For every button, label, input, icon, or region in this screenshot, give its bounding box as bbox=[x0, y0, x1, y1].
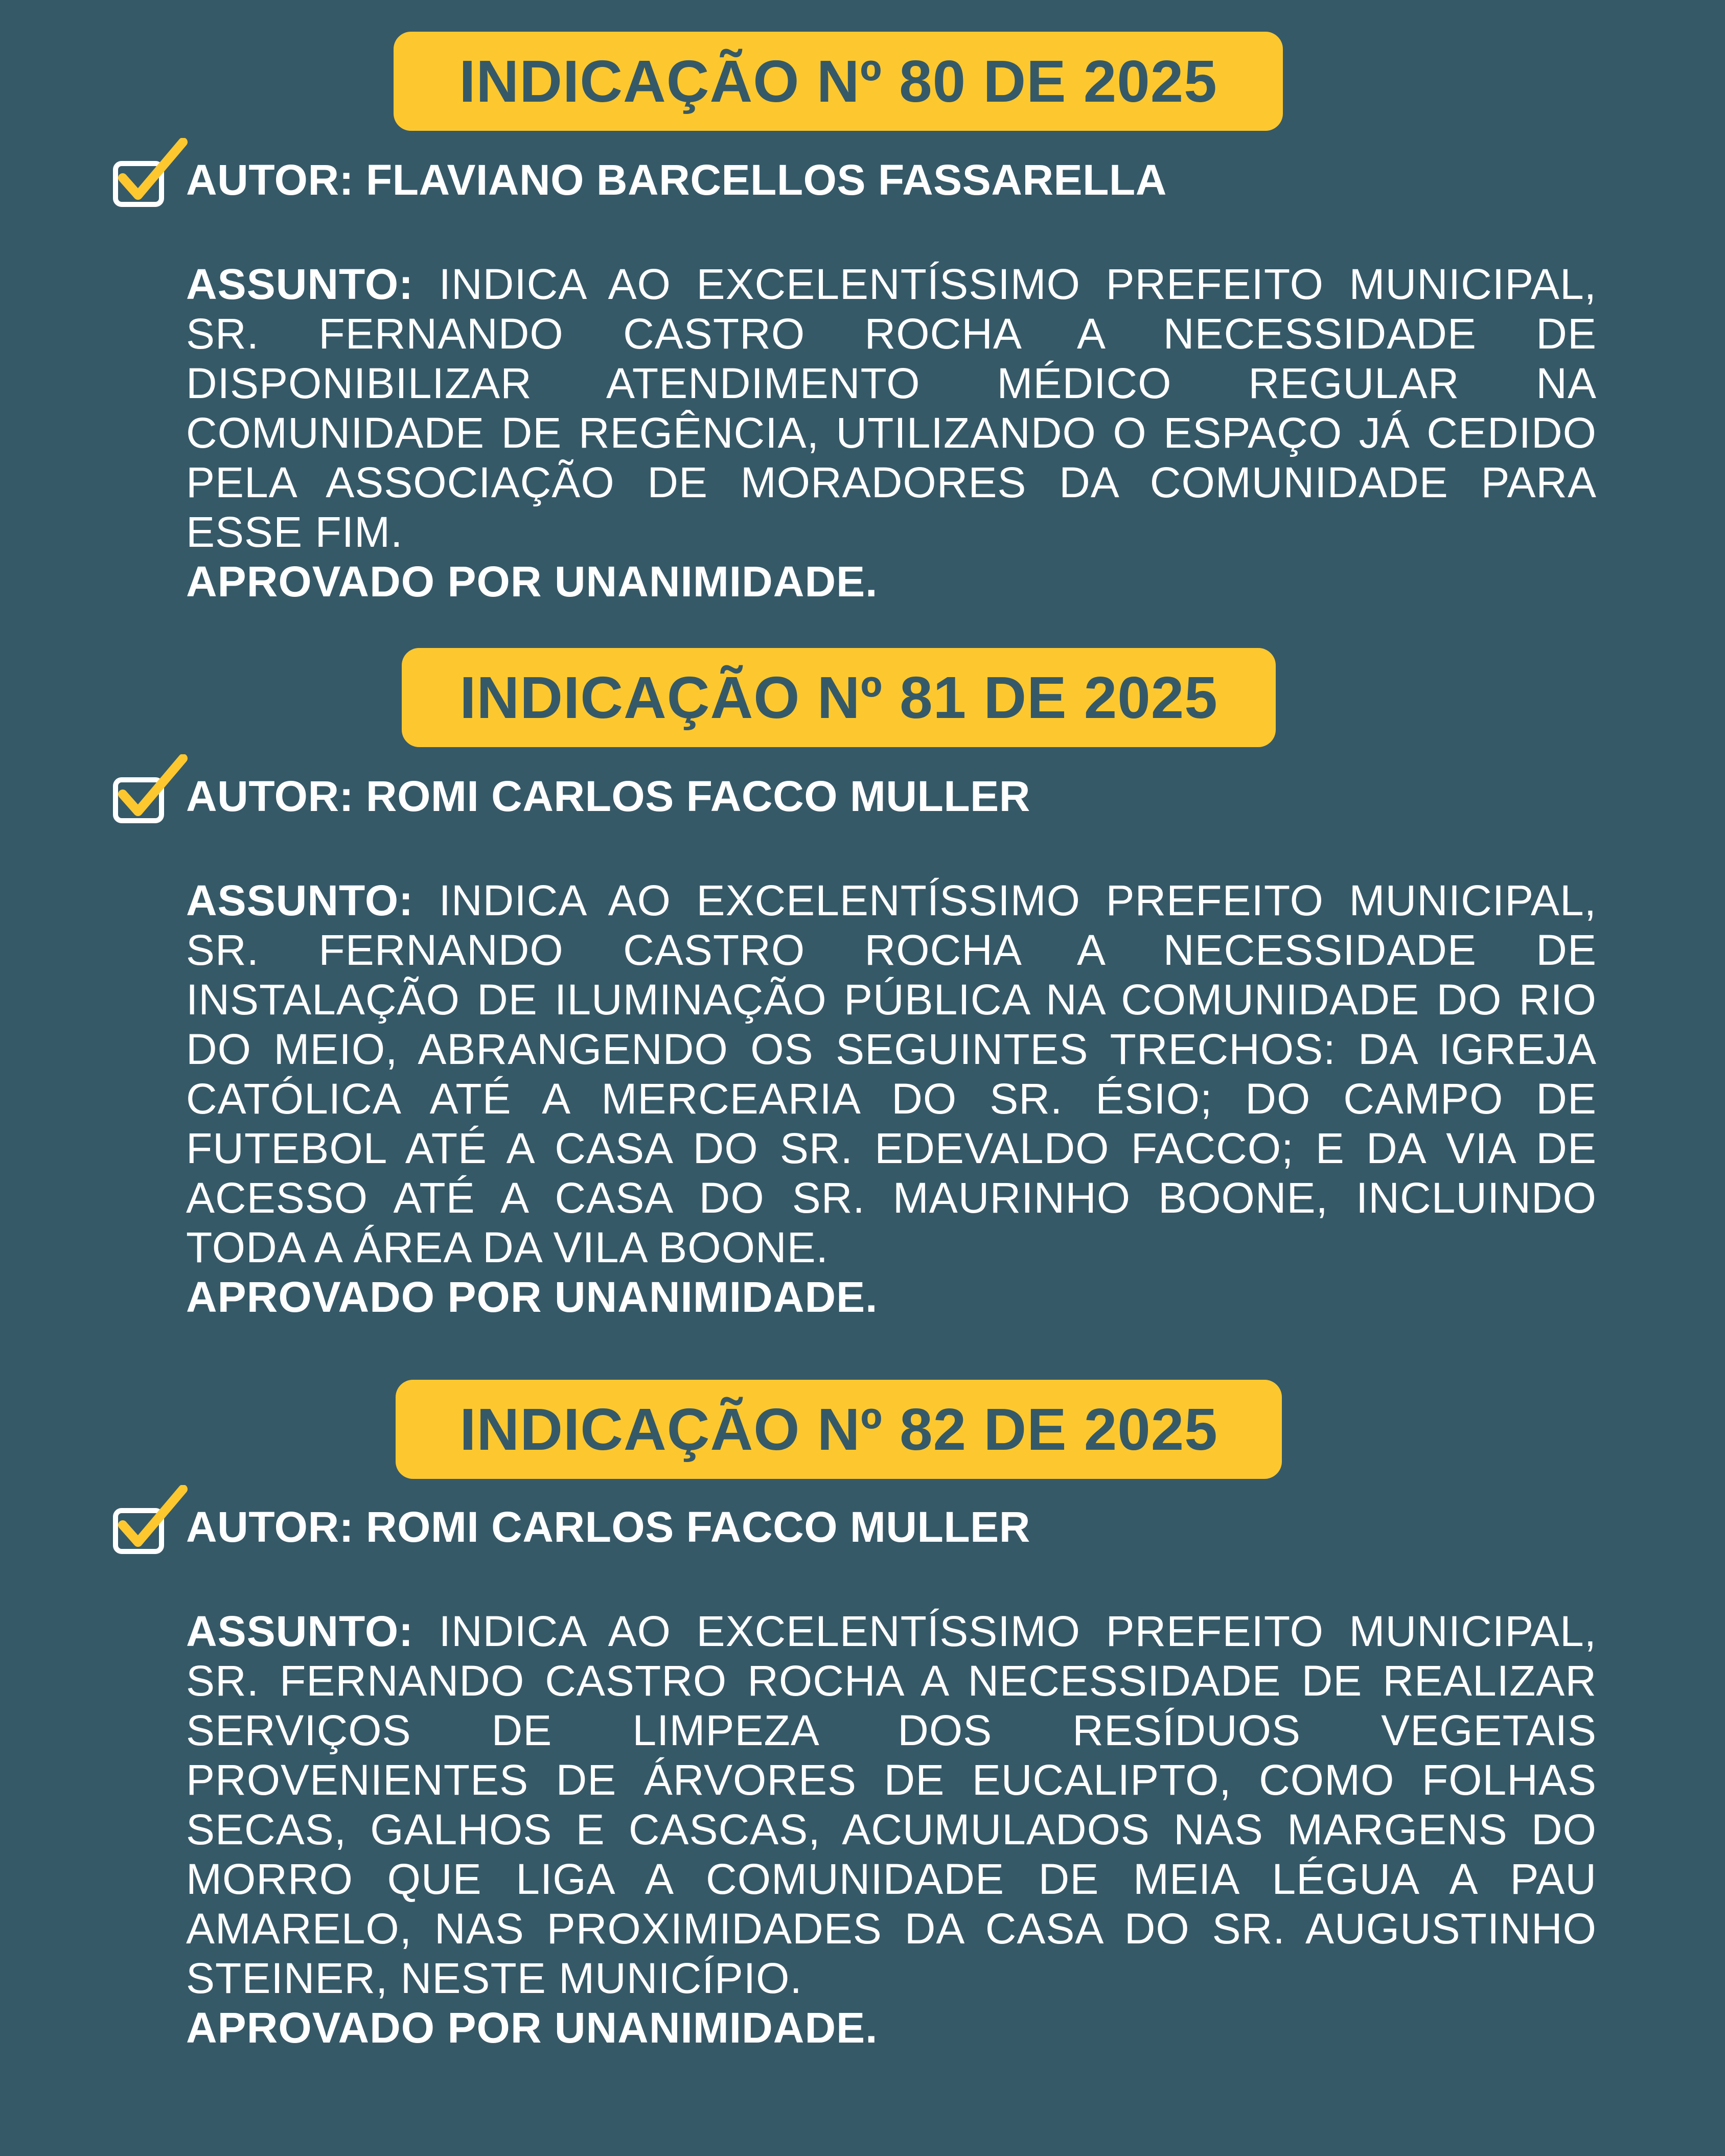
subject-text: INDICA AO EXCELENTÍSSIMO PREFEITO MUNICIPAL, SR. FERNANDO CASTRO ROCHA A NECESSIDADE DE DISPONIBILIZAR ATENDIMENTO MÉDICO REGULAR NA COMUNIDADE DE REGÊNCIA, UTILIZANDO O ESPAÇO JÁ CEDIDO PELA ASSOCIAÇÃO DE MORADORES DA COMUNIDADE PARA ESSE FIM. bbox=[186, 260, 1597, 556]
indicacao-80-author: AUTOR: FLAVIANO BARCELLOS FASSARELLA bbox=[186, 156, 1167, 204]
indicacao-82-author-row bbox=[111, 1485, 1594, 1551]
indicacao-82-author: AUTOR: ROMI CARLOS FACCO MULLER bbox=[186, 1503, 1030, 1551]
indicacao-81-author-row bbox=[111, 754, 1594, 821]
subject-label: ASSUNTO: bbox=[186, 260, 414, 308]
approval-status: APROVADO POR UNANIMIDADE. bbox=[186, 558, 878, 606]
indicacao-82-subject bbox=[186, 1607, 1597, 2053]
checkbox-check-icon bbox=[111, 138, 188, 210]
checkbox-check-icon bbox=[111, 754, 188, 826]
indicacao-81-title: INDICAÇÃO Nº 81 DE 2025 bbox=[402, 648, 1276, 747]
subject-label: ASSUNTO: bbox=[186, 1607, 414, 1655]
indicacao-80-title: INDICAÇÃO Nº 80 DE 2025 bbox=[394, 32, 1283, 131]
indicacao-81-subject bbox=[186, 876, 1597, 1322]
indicacao-80-subject bbox=[186, 260, 1597, 607]
subject-text: INDICA AO EXCELENTÍSSIMO PREFEITO MUNICIPAL, SR. FERNANDO CASTRO ROCHA A NECESSIDADE DE INSTALAÇÃO DE ILUMINAÇÃO PÚBLICA NA COMUNIDADE DO RIO DO MEIO, ABRANGENDO OS SEGUINTES TRECHOS: DA IGREJA CATÓLICA ATÉ A MERCEARIA DO SR. ÉSIO; DO CAMPO DE FUTEBOL ATÉ A CASA DO SR. EDEVALDO FACCO; E DA VIA DE ACESSO ATÉ A CASA DO SR. MAURINHO BOONE, INCLUINDO TODA A ÁREA DA VILA BOONE. bbox=[186, 876, 1597, 1271]
approval-status: APROVADO POR UNANIMIDADE. bbox=[186, 1273, 878, 1321]
indicacao-81-author: AUTOR: ROMI CARLOS FACCO MULLER bbox=[186, 772, 1030, 820]
subject-label: ASSUNTO: bbox=[186, 876, 414, 924]
indicacao-80-author-row bbox=[111, 138, 1594, 204]
checkbox-check-icon bbox=[111, 1485, 188, 1557]
indicacao-82-title: INDICAÇÃO Nº 82 DE 2025 bbox=[396, 1380, 1282, 1479]
subject-text: INDICA AO EXCELENTÍSSIMO PREFEITO MUNICIPAL, SR. FERNANDO CASTRO ROCHA A NECESSIDADE DE REALIZAR SERVIÇOS DE LIMPEZA DOS RESÍDUOS VEGETAIS PROVENIENTES DE ÁRVORES DE EUCALIPTO, COMO FOLHAS SECAS, GALHOS E CASCAS, ACUMULADOS NAS MARGENS DO MORRO QUE LIGA A COMUNIDADE DE MEIA LÉGUA A PAU AMARELO, NAS PROXIMIDADES DA CASA DO SR. AUGUSTINHO STEINER, NESTE MUNICÍPIO. bbox=[186, 1607, 1597, 2002]
approval-status: APROVADO POR UNANIMIDADE. bbox=[186, 2004, 878, 2052]
